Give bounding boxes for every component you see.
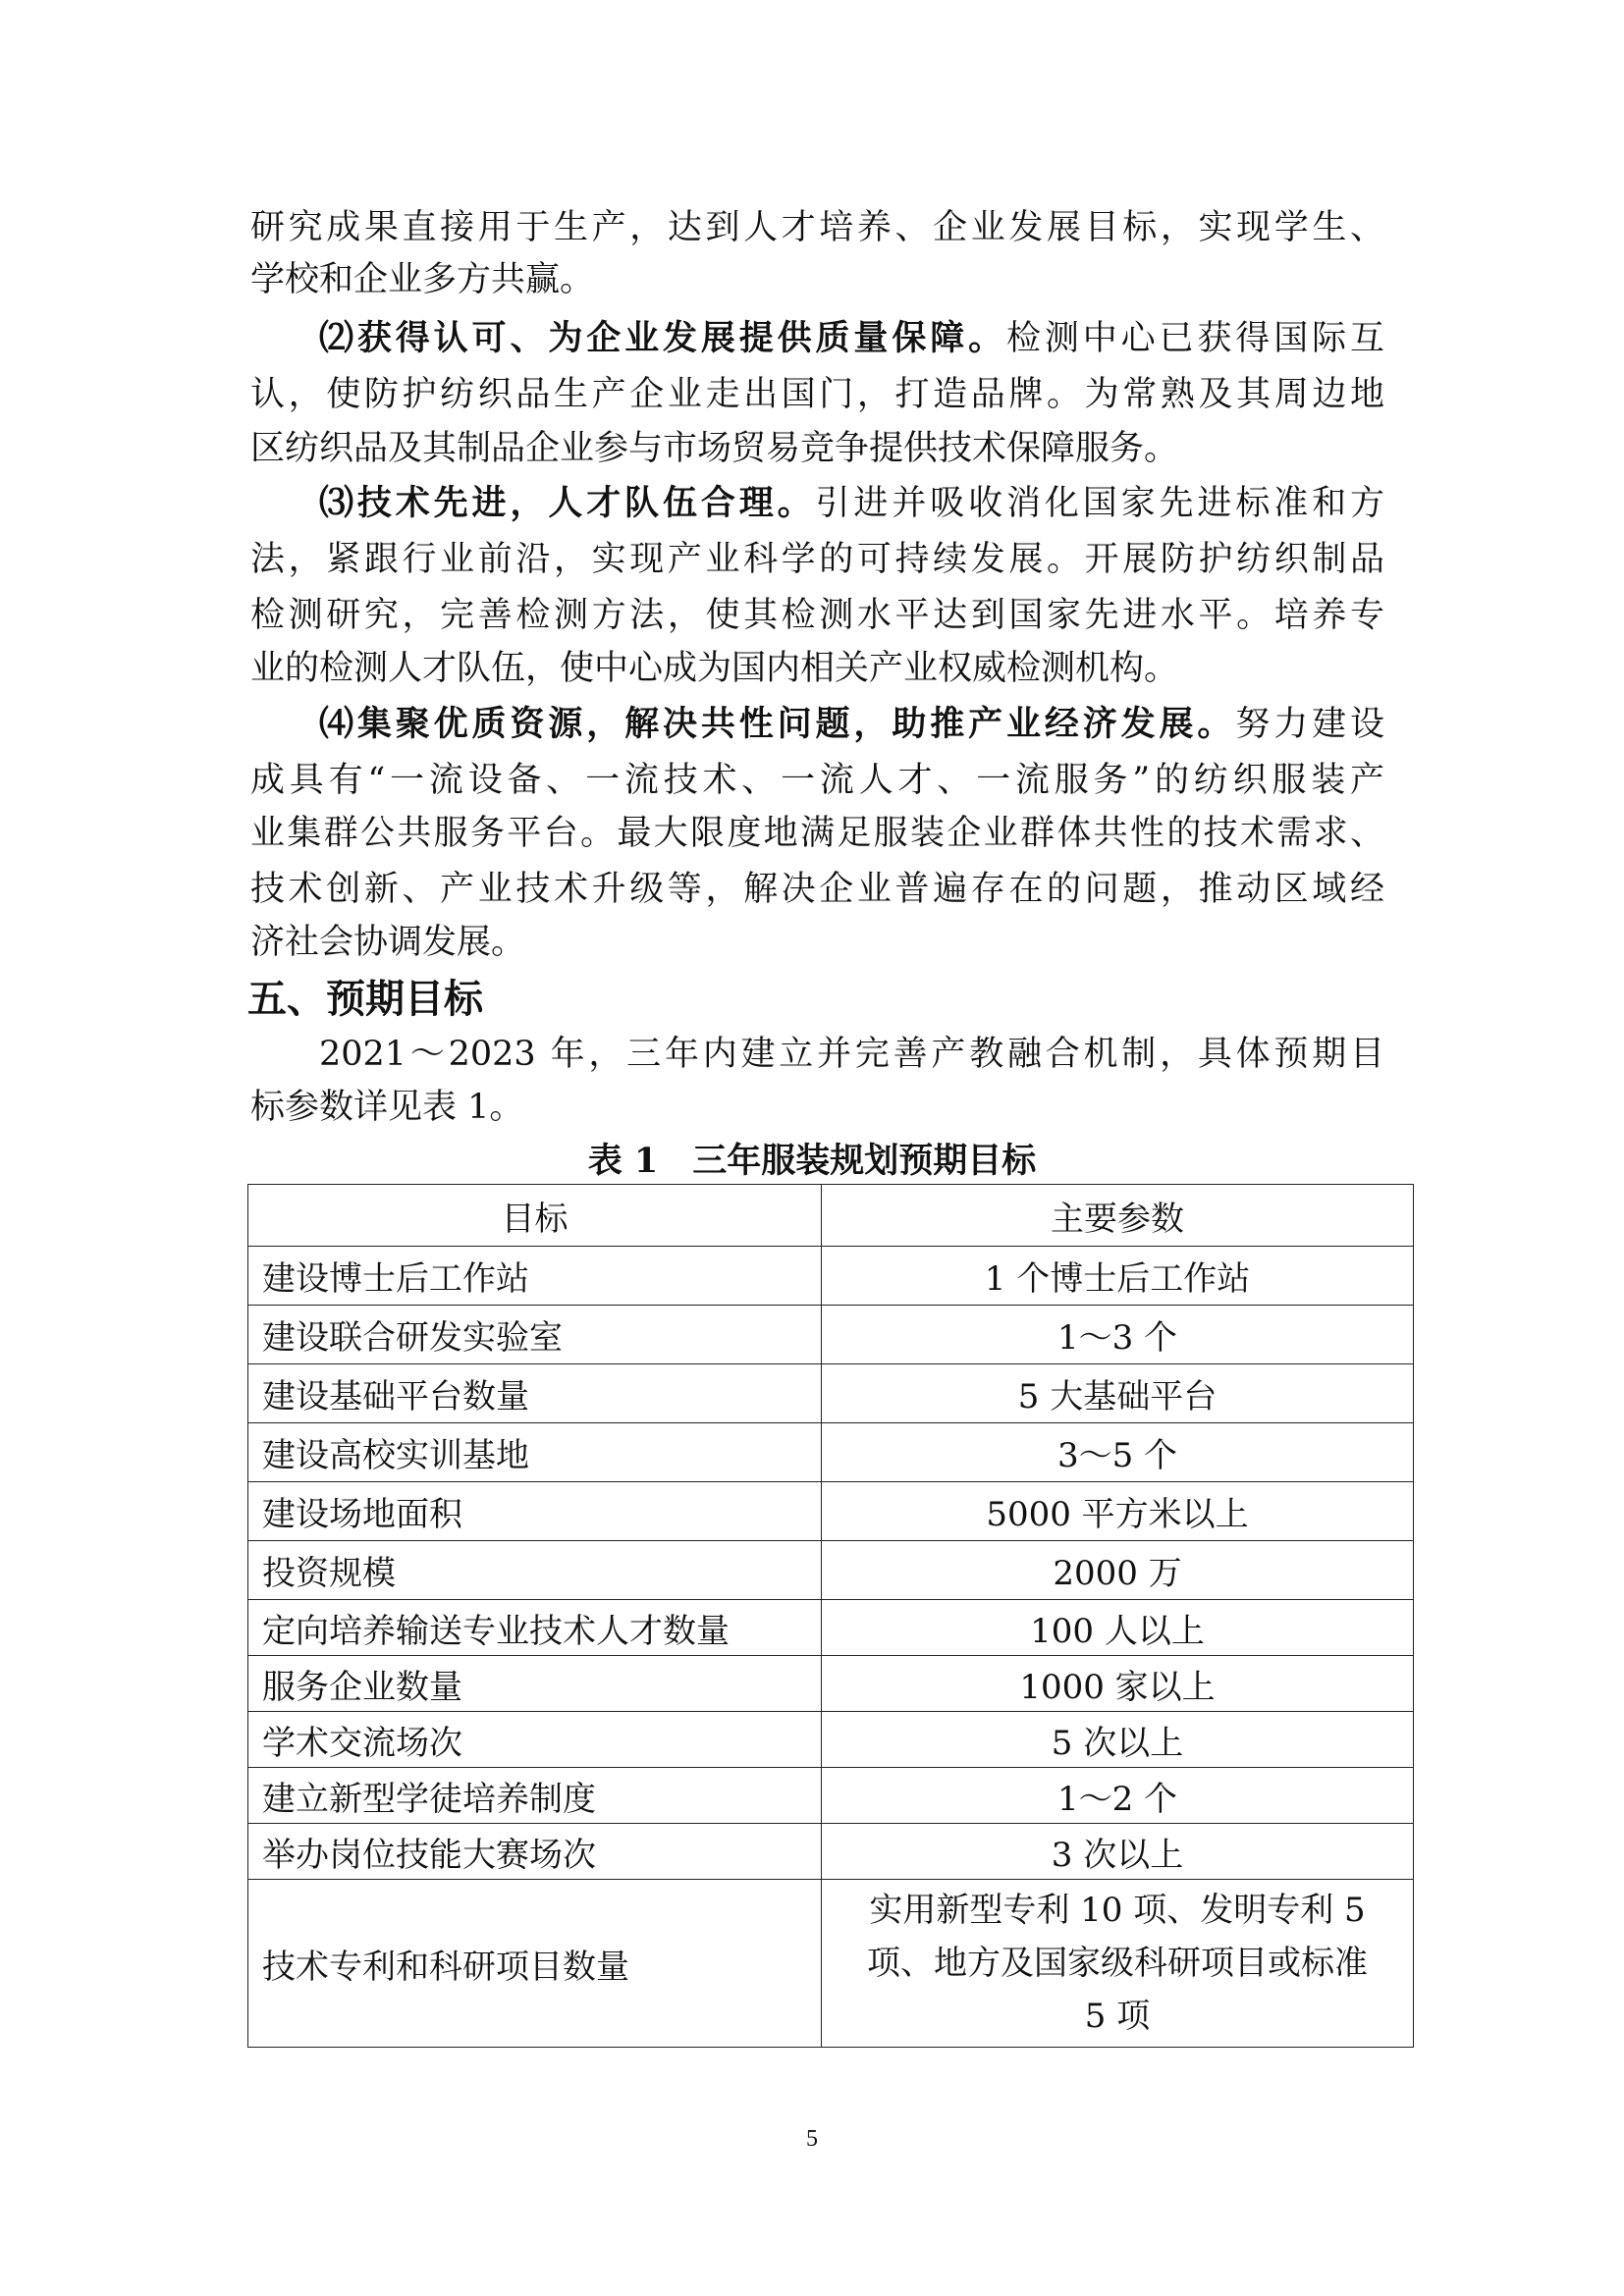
goal-cell: 投资规模 bbox=[248, 1541, 822, 1600]
goal-cell: 建设高校实训基地 bbox=[248, 1423, 822, 1482]
text-line: 区纺织品及其制品企业参与市场贸易竞争提供技术保障服务。 bbox=[250, 429, 1179, 468]
goals-table bbox=[247, 1184, 1414, 2048]
text-line: 检测研究，完善检测方法，使其检测水平达到国家先进水平。培养专 bbox=[250, 596, 1384, 635]
param-cell: 1000 家以上 bbox=[822, 1656, 1414, 1712]
param-cell: 5 次以上 bbox=[822, 1712, 1414, 1768]
table-row bbox=[248, 1768, 1414, 1824]
goal-cell: 建设基础平台数量 bbox=[248, 1364, 822, 1423]
table-header-goal: 目标 bbox=[248, 1185, 822, 1247]
intro-line: 2021～2023 年，三年内建立并完善产教融合机制，具体预期目 bbox=[319, 1035, 1384, 1074]
text-line: 认，使防护纺织品生产企业走出国门，打造品牌。为常熟及其周边地 bbox=[250, 375, 1384, 414]
text-line: 学校和企业多方共赢。 bbox=[250, 260, 595, 299]
text-line: 技术创新、产业技术升级等，解决企业普遍存在的问题，推动区域经 bbox=[250, 870, 1384, 909]
text-line: 业集群公共服务平台。最大限度地满足服装企业群体共性的技术需求、 bbox=[250, 814, 1384, 853]
goal-cell: 建设联合研发实验室 bbox=[248, 1306, 822, 1364]
text-line: 法，紧跟行业前沿，实现产业科学的可持续发展。开展防护纺织制品 bbox=[250, 540, 1384, 579]
text-line: 成具有“一流设备、一流技术、一流人才、一流服务”的纺织服装产 bbox=[250, 761, 1384, 800]
param-line: 项、地方及国家级科研项目或标准 bbox=[867, 1944, 1368, 1983]
param-cell: 3～5 个 bbox=[822, 1423, 1414, 1482]
param-line: 实用新型专利 10 项、发明专利 5 bbox=[869, 1891, 1366, 1930]
text-line: ⑷集聚优质资源，解决共性问题，助推产业经济发展。努力建设 bbox=[319, 704, 1384, 744]
table-row bbox=[248, 1656, 1414, 1712]
table-row bbox=[248, 1423, 1414, 1482]
text-line: ⑶技术先进，人才队伍合理。引进并吸收消化国家先进标准和方 bbox=[319, 483, 1384, 523]
table-header-params: 主要参数 bbox=[822, 1185, 1414, 1247]
table-row bbox=[248, 1600, 1414, 1656]
goal-cell: 举办岗位技能大赛场次 bbox=[248, 1824, 822, 1880]
param-cell: 1～2 个 bbox=[822, 1768, 1414, 1824]
param-cell bbox=[822, 1880, 1414, 2048]
param-cell: 1 个博士后工作站 bbox=[822, 1247, 1414, 1306]
intro-line: 标参数详见表 1。 bbox=[250, 1088, 524, 1127]
goal-cell: 定向培养输送专业技术人才数量 bbox=[248, 1600, 822, 1656]
param-cell: 5000 平方米以上 bbox=[822, 1482, 1414, 1541]
param-cell: 2000 万 bbox=[822, 1541, 1414, 1600]
table-row bbox=[248, 1824, 1414, 1880]
goal-cell: 建立新型学徒培养制度 bbox=[248, 1768, 822, 1824]
table-row bbox=[248, 1364, 1414, 1423]
goal-cell: 学术交流场次 bbox=[248, 1712, 822, 1768]
section-heading: 五、预期目标 bbox=[247, 976, 483, 1022]
table-row bbox=[248, 1541, 1414, 1600]
text-line: 济社会协调发展。 bbox=[250, 923, 526, 962]
table-row bbox=[248, 1712, 1414, 1768]
text-line: 研究成果直接用于生产，达到人才培养、企业发展目标，实现学生、 bbox=[250, 208, 1384, 247]
goal-cell: 建设场地面积 bbox=[248, 1482, 822, 1541]
page-number: 5 bbox=[806, 2126, 818, 2152]
table-caption: 表 1 三年服装规划预期目标 bbox=[587, 1141, 1037, 1181]
table-row bbox=[248, 1482, 1414, 1541]
goal-cell: 服务企业数量 bbox=[248, 1656, 822, 1712]
table-row bbox=[248, 1247, 1414, 1306]
goal-cell: 建设博士后工作站 bbox=[248, 1247, 822, 1306]
param-cell: 5 大基础平台 bbox=[822, 1364, 1414, 1423]
goal-cell: 技术专利和科研项目数量 bbox=[248, 1880, 822, 2048]
param-cell: 3 次以上 bbox=[822, 1824, 1414, 1880]
param-cell: 1～3 个 bbox=[822, 1306, 1414, 1364]
text-line: ⑵获得认可、为企业发展提供质量保障。检测中心已获得国际互 bbox=[319, 318, 1384, 358]
text-line: 业的检测人才队伍，使中心成为国内相关产业权威检测机构。 bbox=[250, 649, 1179, 688]
table-row bbox=[248, 1880, 1414, 2048]
param-cell: 100 人以上 bbox=[822, 1600, 1414, 1656]
param-line: 5 项 bbox=[1084, 1997, 1151, 2036]
table-row bbox=[248, 1306, 1414, 1364]
